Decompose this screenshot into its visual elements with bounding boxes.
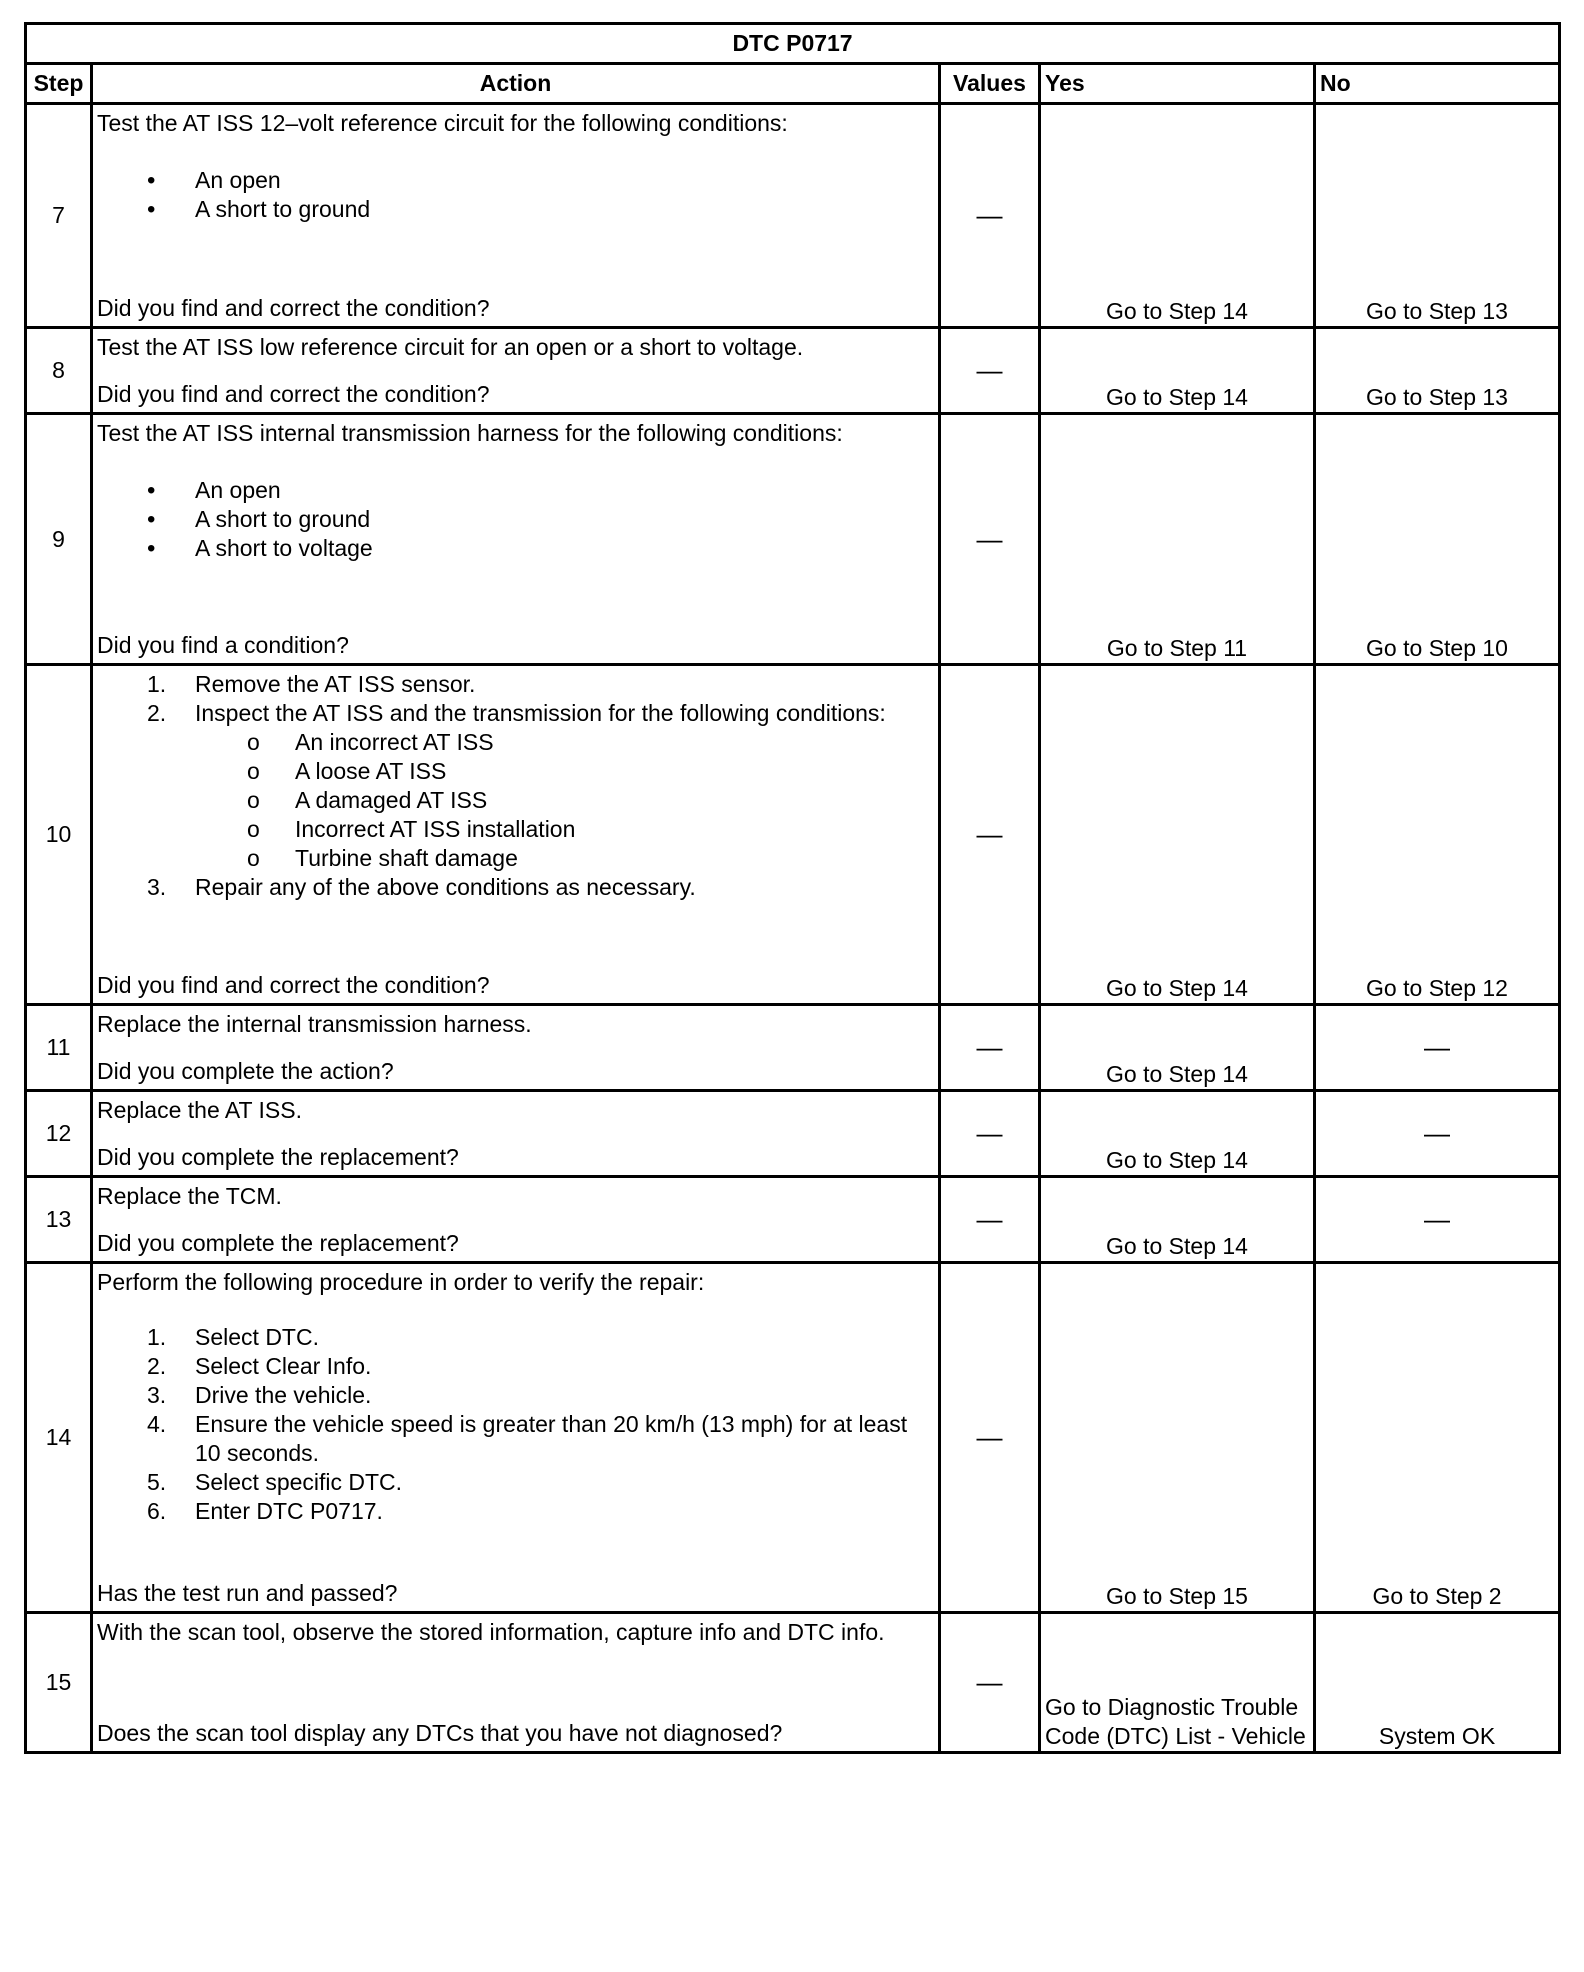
no-cell: Go to Step 12 [1315,665,1560,1005]
step-number: 12 [26,1091,92,1177]
yes-cell: Go to Step 14 [1040,1091,1315,1177]
action-intro: Replace the TCM. [97,1183,282,1209]
values-cell: — [940,1263,1040,1613]
item-text: Select DTC. [195,1324,319,1350]
item-text: Select specific DTC. [195,1469,403,1495]
item-number: 3. [147,874,167,900]
action-intro: Test the AT ISS low reference circuit for an open or a short to voltage. [97,334,804,360]
yes-cell: Go to Diagnostic Trouble Code (DTC) List - Vehicle [1040,1613,1315,1753]
no-cell: Go to Step 13 [1315,328,1560,414]
condition-list [97,166,934,224]
item-number: 3. [147,1382,167,1408]
header-step: Step [26,64,92,104]
list-item [97,1497,934,1526]
no-cell: Go to Step 13 [1315,104,1560,328]
table-row-step-12 [26,1091,1560,1177]
item-text: Repair any of the above conditions as necessary. [195,874,696,900]
dtc-table-container [24,22,1558,1754]
step-number: 15 [26,1613,92,1753]
action-intro: Replace the AT ISS. [97,1097,302,1123]
header-no: No [1315,64,1560,104]
action-question: Has the test run and passed? [97,1580,398,1606]
dtc-table [24,22,1561,1754]
action-question: Did you complete the replacement? [97,1144,459,1170]
list-item [97,1468,934,1497]
values-cell: — [940,104,1040,328]
sub-list-item: o A damaged AT ISS [195,786,934,815]
action-intro: With the scan tool, observe the stored information, capture info and DTC info. [97,1619,885,1645]
table-row-step-15 [26,1613,1560,1753]
values-cell: — [940,1613,1040,1753]
item-number: 4. [147,1411,167,1437]
list-item: • An open [97,476,934,505]
yes-cell: Go to Step 15 [1040,1263,1315,1613]
item-number: 1. [147,1324,167,1350]
sub-list-item: o An incorrect AT ISS [195,728,934,757]
step-number: 9 [26,414,92,665]
table-row-step-13 [26,1177,1560,1263]
action-cell [92,1613,940,1753]
step-number: 13 [26,1177,92,1263]
header-values: Values [940,64,1040,104]
values-cell: — [940,1177,1040,1263]
values-cell: — [940,1005,1040,1091]
item-text: Ensure the vehicle speed is greater than 20 km/h (13 mph) for at least 10 seconds. [195,1411,908,1466]
list-item [97,1410,934,1468]
sub-list-item: o Turbine shaft damage [195,844,934,873]
yes-cell: Go to Step 14 [1040,665,1315,1005]
action-question: Did you find a condition? [97,632,349,658]
list-item: • A short to ground [97,505,934,534]
item-text: Remove the AT ISS sensor. [195,671,476,697]
action-cell [92,1091,940,1177]
step-number: 14 [26,1263,92,1613]
action-question: Did you complete the action? [97,1058,394,1084]
procedure-list [97,1323,934,1526]
list-item [97,1323,934,1352]
values-cell: — [940,414,1040,665]
action-cell [92,414,940,665]
table-row-step-14 [26,1263,1560,1613]
header-yes: Yes [1040,64,1315,104]
table-row-step-11 [26,1005,1560,1091]
item-number: 1. [147,671,167,697]
item-text: Enter DTC P0717. [195,1498,383,1524]
sub-condition-list [195,728,934,873]
values-cell: — [940,1091,1040,1177]
yes-cell: Go to Step 14 [1040,328,1315,414]
sub-list-item: o A loose AT ISS [195,757,934,786]
table-title: DTC P0717 [26,24,1560,64]
action-cell [92,665,940,1005]
action-intro: Test the AT ISS 12–volt reference circuit for the following conditions: [97,110,788,136]
list-item: • A short to voltage [97,534,934,563]
list-item: • An open [97,166,934,195]
action-intro: Replace the internal transmission harness. [97,1011,532,1037]
action-cell [92,328,940,414]
item-number: 2. [147,700,167,726]
header-action: Action [92,64,940,104]
item-text: Inspect the AT ISS and the transmission for the following conditions: [195,700,886,726]
table-row-step-7 [26,104,1560,328]
values-cell: — [940,665,1040,1005]
action-question: Did you complete the replacement? [97,1230,459,1256]
action-cell [92,104,940,328]
no-cell: Go to Step 10 [1315,414,1560,665]
values-cell: — [940,328,1040,414]
list-item [97,1352,934,1381]
action-question: Did you find and correct the condition? [97,972,490,998]
procedure-list [97,670,934,902]
yes-cell: Go to Step 14 [1040,104,1315,328]
item-number: 2. [147,1353,167,1379]
list-item [97,699,934,873]
action-cell [92,1177,940,1263]
action-question: Did you find and correct the condition? [97,381,490,407]
step-number: 7 [26,104,92,328]
table-row-step-9 [26,414,1560,665]
no-cell: — [1315,1005,1560,1091]
list-item [97,873,934,902]
action-intro: Test the AT ISS internal transmission harness for the following conditions: [97,420,843,446]
no-cell: System OK [1315,1613,1560,1753]
action-cell [92,1263,940,1613]
step-number: 11 [26,1005,92,1091]
table-row-step-8 [26,328,1560,414]
no-cell: — [1315,1091,1560,1177]
action-question: Did you find and correct the condition? [97,295,490,321]
step-number: 8 [26,328,92,414]
step-number: 10 [26,665,92,1005]
action-question: Does the scan tool display any DTCs that you have not diagnosed? [97,1720,783,1746]
yes-cell: Go to Step 14 [1040,1177,1315,1263]
title-row [26,24,1560,64]
list-item [97,670,934,699]
no-cell: — [1315,1177,1560,1263]
no-cell: Go to Step 2 [1315,1263,1560,1613]
item-text: Drive the vehicle. [195,1382,372,1408]
action-intro: Perform the following procedure in order to verify the repair: [97,1269,705,1295]
sub-list-item: o Incorrect AT ISS installation [195,815,934,844]
action-cell [92,1005,940,1091]
list-item [97,1381,934,1410]
table-row-step-10 [26,665,1560,1005]
header-row [26,64,1560,104]
condition-list [97,476,934,563]
item-number: 5. [147,1469,167,1495]
list-item: • A short to ground [97,195,934,224]
item-number: 6. [147,1498,167,1524]
yes-cell: Go to Step 11 [1040,414,1315,665]
yes-cell: Go to Step 14 [1040,1005,1315,1091]
item-text: Select Clear Info. [195,1353,372,1379]
